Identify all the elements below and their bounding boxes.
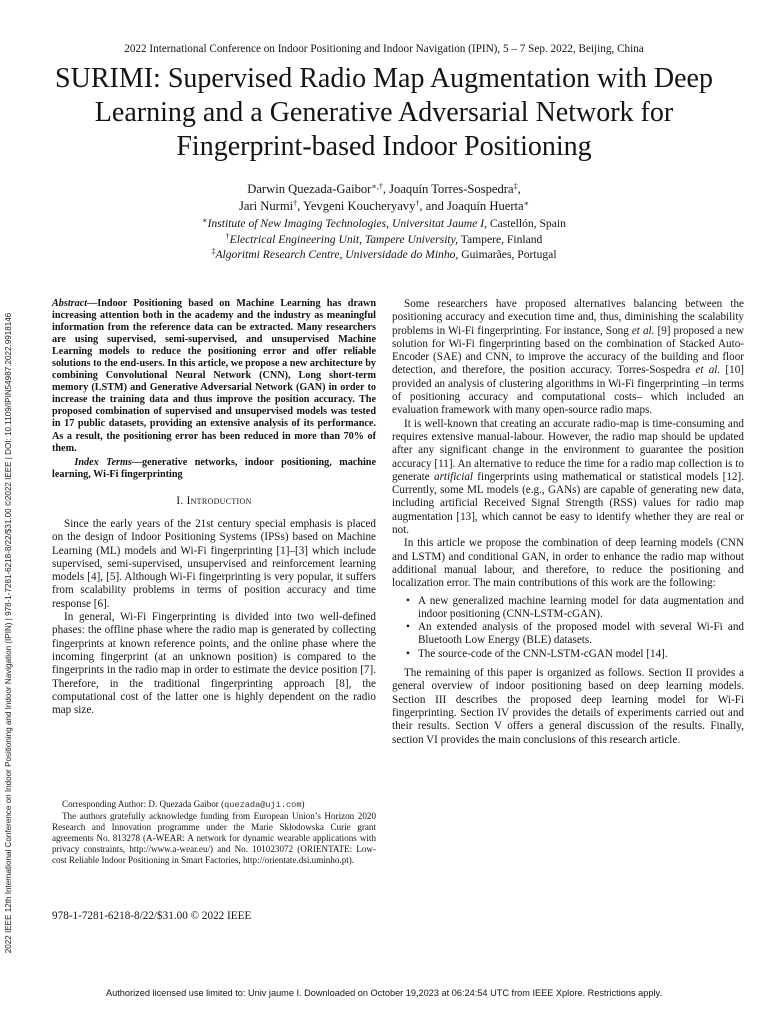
affiliation-institution: Institute of New Imaging Technologies, Universitat Jaume I, xyxy=(207,217,487,230)
contribution-list xyxy=(392,595,744,661)
affiliation-institution: Algoritmi Research Centre, Universidade do Minho, xyxy=(215,248,459,261)
emphasis: et al. xyxy=(631,324,655,337)
body-paragraph xyxy=(392,418,744,538)
index-terms-label: Index Terms xyxy=(74,456,132,468)
list-item: • An extended analysis of the proposed model with several Wi-Fi and Bluetooth Low Energy (BLE) datasets. xyxy=(418,621,744,648)
corresponding-end: ) xyxy=(301,799,305,809)
emphasis: artificial xyxy=(434,470,474,483)
left-column xyxy=(52,298,376,717)
corresponding-author xyxy=(52,799,376,811)
author-name: Jari Nurmi xyxy=(238,199,294,213)
author-name: Joaquín Torres-Sospedra xyxy=(389,182,514,196)
affiliation-location: Castellón, Spain xyxy=(486,217,566,230)
affiliation-line xyxy=(0,216,768,232)
doi-sidebar: 2022 IEEE 12th International Conference on Indoor Positioning and Indoor Navigation (IPIN) | 978-1-7281-6218-8/22/$31.00 ©2022 IEEE | DOI: 10.1109/IPIN54987.2022.9918146 xyxy=(4,312,13,954)
section-name: Introduction xyxy=(186,494,252,507)
paper-title: SURIMI: Supervised Radio Map Augmentation with Deep Learning and a Generative Adversarial Network for Fingerprint-based Indoor Positioning xyxy=(55,63,713,162)
section-number: I. xyxy=(176,494,184,507)
affiliation-mark: ‡ xyxy=(211,247,216,256)
section-heading xyxy=(52,495,376,508)
text-run: [9] proposed a new solution for Wi-Fi fingerprinting based on the combination of Stacked Auto-Encoder (SAE) and CNN, to improve the accuracy of the building and floor detection, and therefore, the position accuracy. Torres-Sospedra xyxy=(392,324,745,377)
license-footer: Authorized licensed use limited to: Univ jaume I. Downloaded on October 19,2023 at 06:24:54 UTC from IEEE Xplore. Restrictions apply. xyxy=(106,988,662,998)
author-affil-mark: ∗ xyxy=(523,199,530,208)
affiliation-mark: † xyxy=(225,231,230,241)
author-affil-mark: ‡ xyxy=(513,182,518,191)
acknowledgement: The authors gratefully acknowledge funding from European Union’s Horizon 2020 Research and Innovation programme under the Marie Skłodowska Curie grant agreements No. 813278 (A-WEAR: A network for dynamic wearable applications with privacy constraints, http://www.a-wear.eu/) and No. 101023072 (ORIENTATE: Low-cost Reliable Indoor Positioning in Smart Factories, http://orientate.dsi.uminho.pt). xyxy=(52,811,376,865)
footnote xyxy=(52,799,376,866)
index-terms-text: —generative networks, indoor positioning, machine learning, Wi-Fi fingerprinting xyxy=(52,456,376,480)
body-paragraph: The remaining of this paper is organized as follows. Section II provides a general overview of indoor positioning based on deep learning models. Section III describes the proposed deep learning model for Wi-Fi fingerprinting. Section IV provides the details of experiments carried out and their results. Section V offers a general discussion of the results. Finally, section VI provides the main conclusions of this research article. xyxy=(392,667,744,746)
author-list: Darwin Quezada-Gaibor∗,†, Joaquín Torres-Sospedra‡, Jari Nurmi†, Yevgeni Koucheryavy†, and Joaquín Huerta∗ xyxy=(238,182,530,213)
affiliation-mark: ∗ xyxy=(202,216,208,225)
text-run: Some researchers have proposed alternatives balancing between the positioning accuracy and execution time and, thus, diminishing the scalability problems in Wi-Fi fingerprinting. For instance, Song xyxy=(392,298,744,337)
conference-header: 2022 International Conference on Indoor Positioning and Indoor Navigation (IPIN), 5 – 7 Sep. 2022, Beijing, China xyxy=(124,43,644,55)
abstract-label: Abstract xyxy=(52,298,88,309)
text-run: fingerprints using mathematical or statistical models [12]. Currently, some ML models (e.g., GANs) are capable of generating new data, including artificial Received Signal Strength (RSS) values for radio map augmentation [13], which cannot be easy to identify whether they are real or not. xyxy=(392,470,744,537)
corresponding-label: Corresponding Author: D. Quezada Gaibor ( xyxy=(62,799,225,809)
author-affil-mark: ∗,† xyxy=(371,182,383,191)
author-email-link[interactable]: quezada@uji.com xyxy=(224,800,302,810)
index-terms xyxy=(52,457,376,481)
affiliation-line xyxy=(0,232,768,248)
affiliation-institution: Electrical Engineering Unit, Tampere University, xyxy=(229,232,459,246)
author-conjunction: and xyxy=(425,199,448,213)
list-item: • The source-code of the CNN-LSTM-cGAN model [14]. xyxy=(418,648,744,661)
body-paragraph: In this article we propose the combination of deep learning models (CNN and LSTM) and conditional GAN, in order to enhance the radio map without additional manual labour, and therefore, to reduce the positioning and localization error. The main contributions of this work are the following: xyxy=(392,537,744,590)
intro-paragraph: Since the early years of the 21st century special emphasis is placed on the design of Indoor Positioning Systems (IPSs) based on Machine Learning (ML) models and Wi-Fi fingerprinting [1]–[3] which include supervised, semi-supervised, unsupervised and reinforcement learning models [4], [5]. Although Wi-Fi fingerprinting is very popular, it suffers from scalability problems in terms of position accuracy and time response [6]. xyxy=(52,518,376,610)
author-name: Yevgeni Koucheryavy xyxy=(303,199,416,213)
affiliation-list xyxy=(0,216,768,263)
emphasis: et al. xyxy=(695,364,721,377)
intro-paragraph: In general, Wi-Fi Fingerprinting is divided into two well-defined phases: the offline phase where the radio map is generated by collecting fingerprints at known reference points, and the online phase where the incoming fingerprint (at an unknown position) is compared to the fingerprints in the radio map in order to estimate the device position [7]. Therefore, in the traditional fingerprinting approach [8], the computational cost of the latter one is highly dependent on the radio map size. xyxy=(52,611,376,717)
text-run: It is well-known that creating an accurate radio-map is time-consuming and requires extensive manual-labour. However, the radio map should be updated after any significant change in the environment to guarantee the position accuracy [11]. An alternative to reduce the time for a radio map collection is to generate xyxy=(392,417,744,483)
author-affil-mark: † xyxy=(293,199,298,208)
author-affil-mark: † xyxy=(415,199,420,208)
abstract xyxy=(52,298,376,455)
author-name: Darwin Quezada-Gaibor xyxy=(247,182,372,196)
right-column xyxy=(392,298,744,747)
isbn-line: 978-1-7281-6218-8/22/$31.00 © 2022 IEEE xyxy=(52,910,252,922)
affiliation-line xyxy=(0,247,768,263)
abstract-text: —Indoor Positioning based on Machine Learning has drawn increasing attention both in the academy and the industry as meaningful information from the reference data can be extracted. Many researchers are using supervised, semi-supervised, and unsupervised Machine Learning models to reduce the positioning error and offer reliable solutions to the end-users. In this article, we propose a new architecture by combining Convolutional Neural Network (CNN), Long short-term memory (LSTM) and Generative Adversarial Network (GAN) in order to increase the training data and thus improve the position accuracy. The proposed combination of supervised and unsupervised models was tested in 17 public datasets, providing an extensive analysis of its performance. As a result, the positioning error has been reduced in more than 70% of them. xyxy=(52,298,376,454)
body-paragraph xyxy=(392,298,744,418)
list-item: • A new generalized machine learning model for data augmentation and indoor positioning (CNN-LSTM-cGAN). xyxy=(418,595,744,622)
affiliation-location: Tampere, Finland xyxy=(458,232,543,246)
text-run: [10] provided an analysis of clustering algorithms in Wi-Fi fingerprinting –in terms of positioning accuracy and computational costs– which included an evaluation framework with many open-source radio maps. xyxy=(392,364,744,417)
author-name: Joaquín Huerta xyxy=(447,199,524,213)
affiliation-location: Guimarães, Portugal xyxy=(458,248,557,261)
